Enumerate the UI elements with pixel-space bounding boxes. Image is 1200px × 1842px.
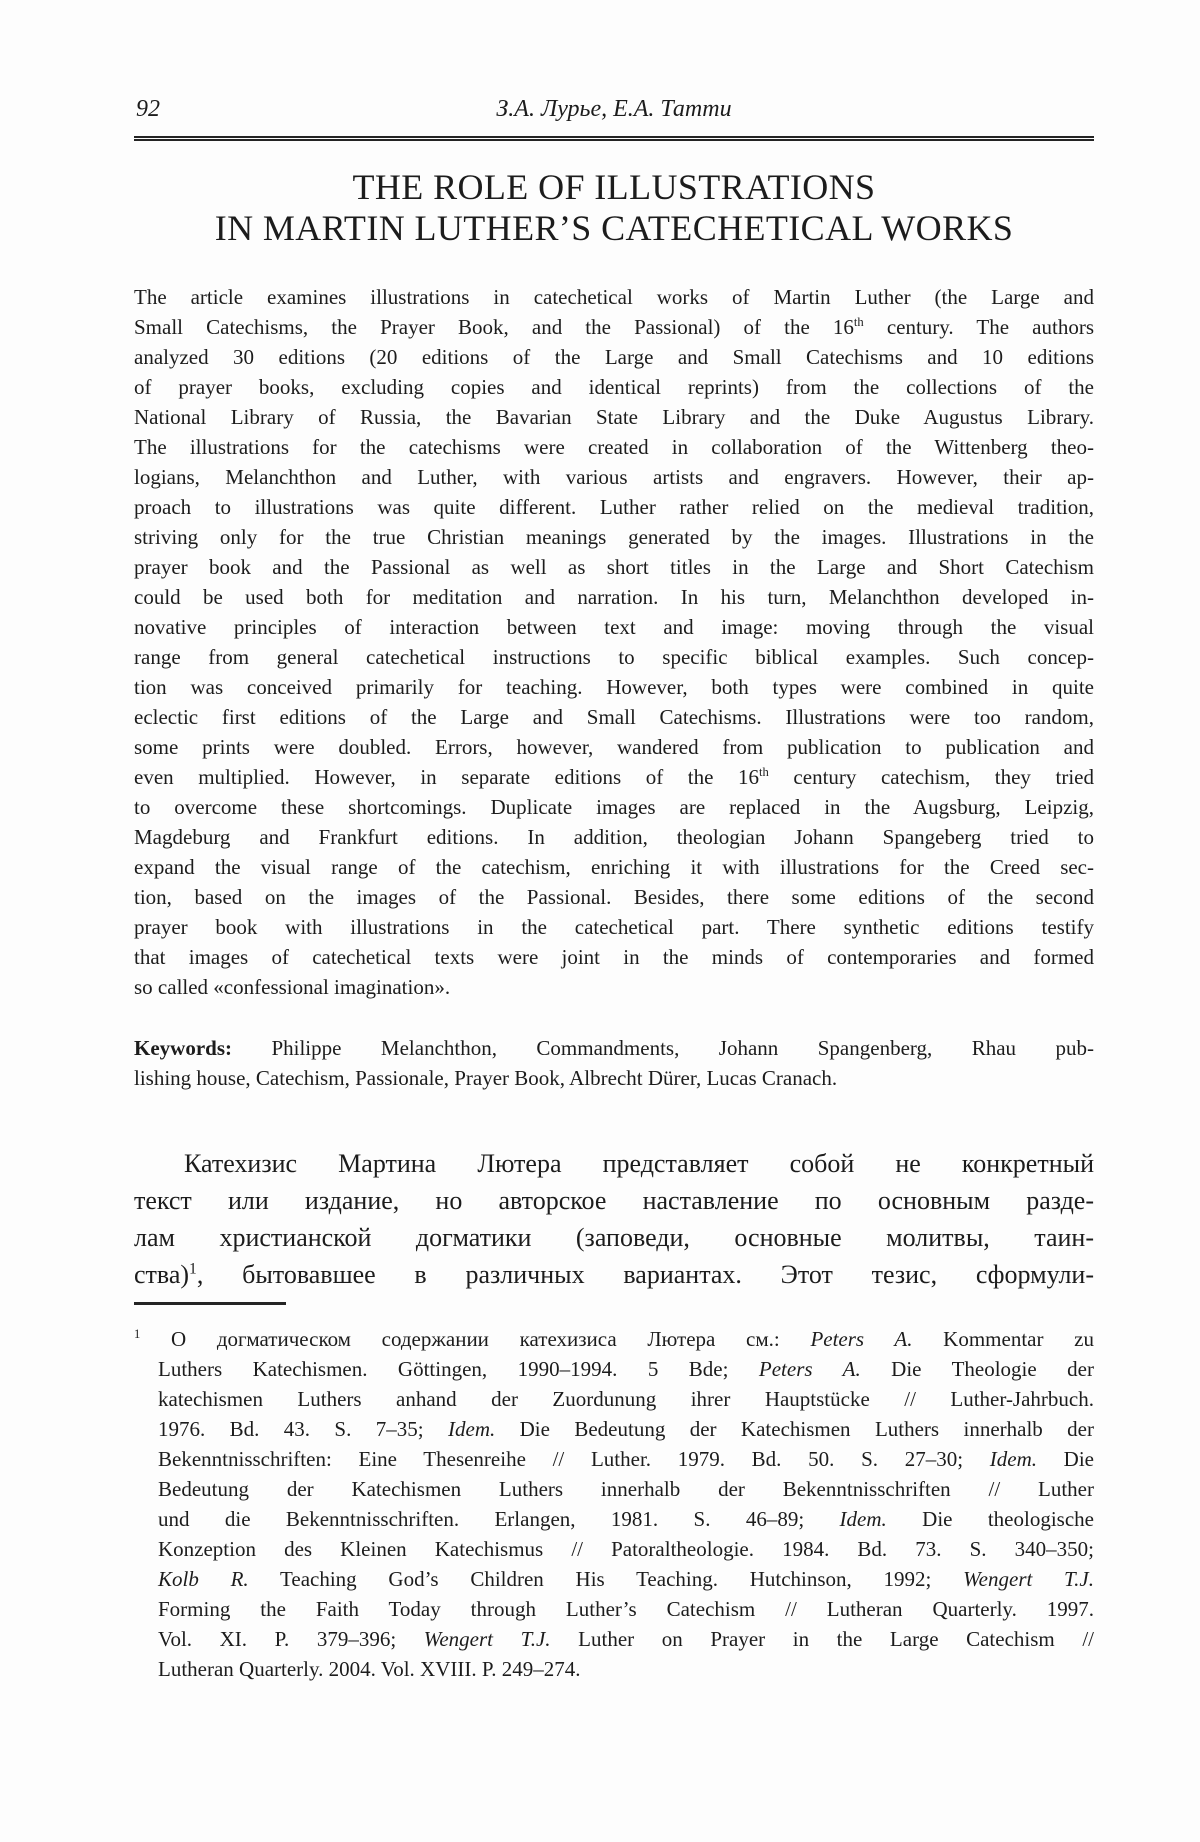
text-line [134,822,1094,852]
text-line [134,1324,1094,1354]
text-segment: The illustrations for the catechisms were created in collaboration of the Wittenberg theo- [134,435,1094,459]
text-segment: prayer book with illustrations in the catechetical part. There synthetic editions testify [134,915,1094,939]
text-line [134,732,1094,762]
text-line [158,1444,1094,1474]
text-line [158,1534,1094,1564]
text-segment: лам христианской догматики (заповеди, основные молитвы, таин- [134,1223,1094,1252]
text-line [134,852,1094,882]
text-segment: Die Bedeutung der Katechismen Luthers innerhalb der [495,1417,1094,1441]
text-line [134,522,1094,552]
text-line [134,642,1094,672]
text-segment: Teaching God’s Children His Teaching. Hutchinson, 1992; [248,1567,964,1591]
text-line [134,1182,1094,1219]
text-line [158,1594,1094,1624]
text-segment: Kommentar zu [912,1327,1094,1351]
page-header [134,0,1094,123]
text-segment: Magdeburg and Frankfurt editions. In addition, theologian Johann Spangeberg tried to [134,825,1094,849]
text-line [134,702,1094,732]
text-line [134,167,1094,208]
text-line [134,792,1094,822]
text-segment: some prints were doubled. Errors, however, wandered from publication to publication and [134,735,1094,759]
text-segment: Konzeption des Kleinen Katechismus // Patoraltheologie. 1984. Bd. 73. S. 340–350; [158,1537,1094,1561]
running-head: З.А. Лурье, Е.А. Татти [496,96,732,122]
text-segment: Luthers Katechismen. Göttingen, 1990–1994. 5 Bde; [158,1357,759,1381]
text-segment: Vol. XI. P. 379–396; [158,1627,424,1651]
text-segment: Kolb R. [158,1567,249,1591]
text-segment: The article examines illustrations in catechetical works of Martin Luther (the Large and [134,285,1094,309]
text-line [158,1474,1094,1504]
text-segment: novative principles of interaction between text and image: moving through the visual [134,615,1094,639]
text-segment: Катехизис Мартина Лютера представляет собой не конкретный [184,1149,1094,1178]
text-segment: century. The authors [863,315,1094,339]
text-segment: Die theologische [886,1507,1094,1531]
text-segment: 1 [134,1327,141,1341]
text-segment: текст или издание, но авторское наставление по основным разде- [134,1186,1094,1215]
text-segment: century catechism, they tried [768,765,1094,789]
text-segment: th [759,765,769,779]
text-line [134,912,1094,942]
text-segment: 1 [189,1260,197,1278]
text-line [158,1414,1094,1444]
text-segment: Die [1036,1447,1095,1471]
text-line [134,372,1094,402]
text-segment: О догматическом содержании катехизиса Лютера см.: [140,1327,811,1351]
text-line [134,282,1094,312]
text-segment: proach to illustrations was quite different. Luther rather relied on the medieval tradition, [134,495,1094,519]
text-segment: Bekenntnisschriften: Eine Thesenreihe // Luther. 1979. Bd. 50. S. 27–30; [158,1447,990,1471]
text-line [158,1384,1094,1414]
text-line [134,1033,1094,1063]
text-line [134,882,1094,912]
text-segment: Forming the Faith Today through Luther’s Catechism // Lutheran Quarterly. 1997. [158,1597,1094,1621]
text-segment: range from general catechetical instructions to specific biblical examples. Such concep- [134,645,1094,669]
text-segment: Idem. [448,1417,496,1441]
text-line [158,1624,1094,1654]
keywords-paragraph [134,1033,1094,1093]
text-line [134,208,1094,249]
text-segment: Peters A. [810,1327,913,1351]
text-segment: Idem. [839,1507,887,1531]
text-segment: lishing house, Catechism, Passionale, Prayer Book, Albrecht Dürer, Lucas Cranach. [134,1066,838,1090]
text-segment: to overcome these shortcomings. Duplicate images are replaced in the Augsburg, Leipzig, [134,795,1094,819]
text-segment: eclectic first editions of the Large and Small Catechisms. Illustrations were too random, [134,705,1094,729]
article-title [134,167,1094,249]
text-line [134,972,1094,1002]
text-segment: ства) [134,1260,190,1289]
text-segment: Small Catechisms, the Prayer Book, and the Passional) of the 16 [134,315,854,339]
page-number: 92 [136,96,160,122]
text-line [134,942,1094,972]
text-line [134,612,1094,642]
text-segment: Die Theologie der [860,1357,1094,1381]
text-segment: of prayer books, excluding copies and identical reprints) from the collections of the [134,375,1094,399]
text-line [158,1354,1094,1384]
text-line [134,762,1094,792]
text-segment: 1976. Bd. 43. S. 7–35; [158,1417,448,1441]
footnote-separator-rule [134,1302,286,1305]
text-segment: expand the visual range of the catechism, enriching it with illustrations for the Creed sec- [134,855,1094,879]
text-line [134,1063,1094,1093]
text-segment: Lutheran Quarterly. 2004. Vol. XVIII. P. 249–274. [158,1657,581,1681]
text-line [158,1654,1094,1684]
text-segment: Philippe Melanchthon, Commandments, Johann Spangenberg, Rhau pub- [232,1036,1094,1060]
text-segment: prayer book and the Passional as well as short titles in the Large and Short Catechism [134,555,1094,579]
text-line [134,342,1094,372]
body-paragraph-russian [134,1145,1094,1293]
text-segment: Peters A. [758,1357,861,1381]
text-segment: THE ROLE OF ILLUSTRATIONS [352,167,876,207]
text-segment: tion, based on the images of the Passional. Besides, there some editions of the second [134,885,1094,909]
text-segment: Wengert T.J. [423,1627,551,1651]
text-line [134,432,1094,462]
text-segment: Idem. [989,1447,1037,1471]
text-segment: even multiplied. However, in separate editions of the 16 [134,765,760,789]
text-segment: analyzed 30 editions (20 editions of the Large and Small Catechisms and 10 editions [134,345,1094,369]
text-segment: could be used both for meditation and narration. In his turn, Melanchthon developed in- [134,585,1094,609]
text-segment: Luther on Prayer in the Large Catechism // [550,1627,1095,1651]
text-segment: und die Bekenntnisschriften. Erlangen, 1981. S. 46–89; [158,1507,840,1531]
text-segment: IN MARTIN LUTHER’S CATECHETICAL WORKS [214,208,1014,248]
text-line [158,1564,1094,1594]
text-line [134,672,1094,702]
text-line [134,582,1094,612]
text-segment: tion was conceived primarily for teaching. However, both types were combined in quite [134,675,1094,699]
text-segment: so called «confessional imagination». [134,975,451,999]
text-segment: logians, Melanchthon and Luther, with various artists and engravers. However, their ap- [134,465,1094,489]
text-segment: National Library of Russia, the Bavarian State Library and the Duke Augustus Library. [134,405,1094,429]
text-line [134,1145,1094,1182]
text-line [134,1219,1094,1256]
text-segment: th [853,315,864,329]
footnote [134,1324,1094,1684]
text-line [134,402,1094,432]
text-line [134,552,1094,582]
text-line [134,312,1094,342]
text-segment: katechismen Luthers anhand der Zuordunung ihrer Hauptstücke // Luther-Jahrbuch. [158,1387,1094,1411]
text-segment: Bedeutung der Katechismen Luthers innerhalb der Bekenntnisschriften // Luther [158,1477,1094,1501]
text-line [158,1504,1094,1534]
text-line [134,462,1094,492]
header-rule [134,136,1094,141]
text-line [134,1256,1094,1293]
text-segment: Keywords: [134,1036,232,1060]
abstract-paragraph [134,282,1094,1002]
text-line [134,492,1094,522]
text-segment: that images of catechetical texts were joint in the minds of contemporaries and formed [134,945,1094,969]
text-segment: , бытовавшее в различных вариантах. Этот тезис, сформули- [196,1260,1094,1289]
text-segment: striving only for the true Christian meanings generated by the images. Illustrations in the [134,525,1094,549]
text-segment: Wengert T.J. [963,1567,1095,1591]
